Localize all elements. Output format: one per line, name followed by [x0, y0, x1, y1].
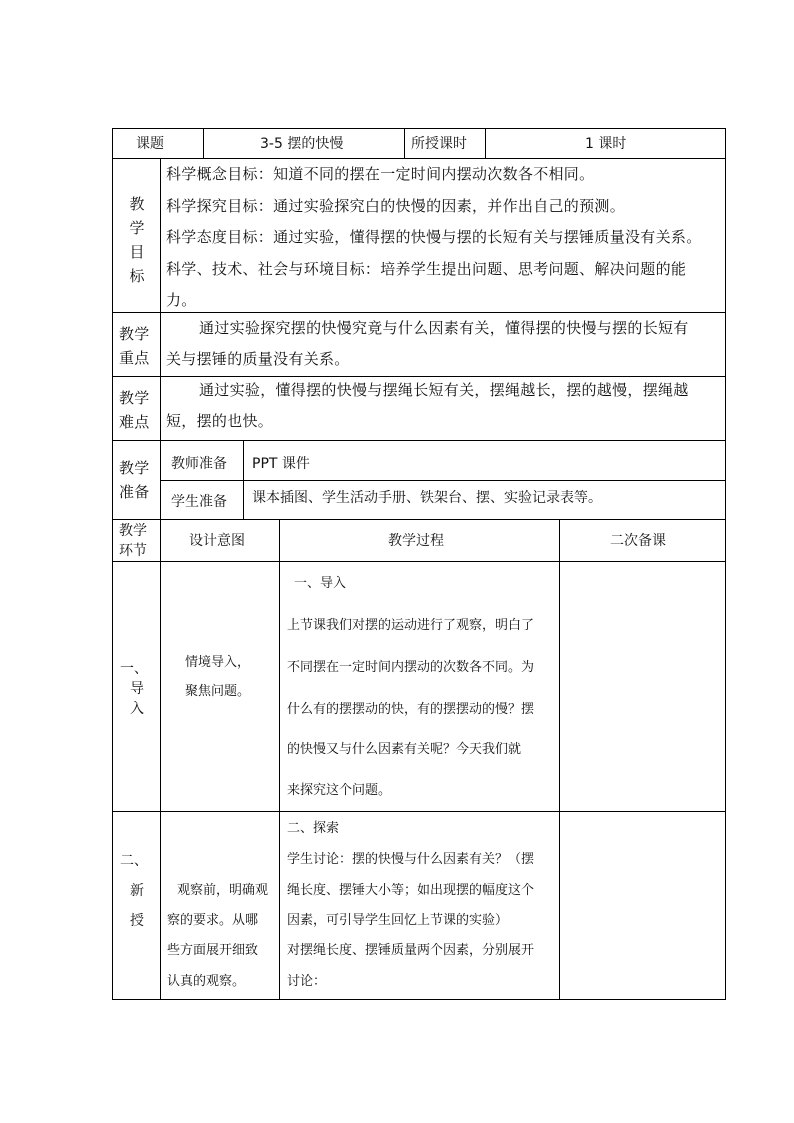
objective-line: 科学概念目标：知道不同的摆在一定时间内摆动次数各不相同。 — [166, 165, 595, 183]
process-header: 教学过程 — [388, 533, 444, 549]
stage-header: 教学 — [119, 523, 147, 539]
key-point-line: 关与摆锤的质量没有关系。 — [166, 350, 350, 368]
process-line: 一、导入 — [294, 576, 347, 591]
stage-label: 导 — [130, 681, 144, 697]
second-prep-header: 二次备课 — [610, 533, 666, 549]
stage-label: 一、 — [120, 661, 148, 677]
difficulty-label: 教学 — [119, 389, 150, 407]
col-divider — [404, 129, 405, 158]
row-divider — [113, 811, 725, 812]
process-line: 绳长度、摆锤大小等；如出现摆的幅度这个 — [287, 883, 535, 898]
objectives-label-char: 学 — [129, 219, 145, 237]
topic-label: 课题 — [136, 136, 164, 152]
objective-line: 力。 — [166, 291, 197, 309]
objectives-label-char: 标 — [129, 267, 145, 285]
objective-line: 科学、技术、社会与环境目标：培养学生提出问题、思考问题、解决问题的能 — [166, 260, 687, 278]
process-line: 什么有的摆摆动的快，有的摆摆动的慢？摆 — [287, 702, 535, 717]
col-divider — [203, 129, 204, 158]
stage-label: 新 — [130, 883, 144, 899]
design-header: 设计意图 — [189, 533, 245, 549]
difficulty-line: 短，摆的也快。 — [166, 412, 274, 430]
objective-line: 科学探究目标：通过实验探究白的快慢的因素，并作出自己的预测。 — [166, 197, 626, 215]
process-line: 学生讨论：摆的快慢与什么因素有关？（摆 — [287, 852, 535, 867]
col-divider — [485, 129, 486, 158]
objective-line: 科学态度目标：通过实验，懂得摆的快慢与摆的长短有关与摆锤质量没有关系。 — [166, 228, 702, 246]
teacher-prep-label: 教师准备 — [171, 456, 227, 472]
key-point-label: 重点 — [119, 349, 150, 367]
stage-label: 入 — [130, 701, 144, 717]
hours-value: 1 课时 — [585, 136, 627, 152]
design-intent: 情境导入， — [185, 655, 251, 670]
stage-label: 授 — [130, 913, 144, 929]
col-divider — [243, 440, 244, 519]
topic-value: 3-5 摆的快慢 — [260, 136, 344, 152]
preparation-label: 教学 — [119, 459, 150, 477]
preparation-label: 准备 — [119, 483, 150, 501]
process-line: 不同摆在一定时间内摆动的次数各不同。为 — [287, 660, 535, 675]
teacher-prep-value: PPT 课件 — [252, 456, 310, 472]
design-intent: 些方面展开细致 — [167, 943, 259, 958]
hours-label: 所授课时 — [411, 136, 467, 152]
student-prep-value: 课本插图、学生活动手册、铁架台、摆、实验记录表等。 — [252, 490, 602, 506]
row-divider — [113, 376, 725, 377]
design-intent: 聚焦问题。 — [185, 684, 251, 699]
objectives-label-char: 目 — [129, 243, 145, 261]
design-intent: 观察前，明确观 — [177, 883, 269, 898]
difficulty-label: 难点 — [119, 413, 150, 431]
difficulty-line: 通过实验，懂得摆的快慢与摆绳长短有关，摆绳越长，摆的越慢，摆绳越 — [199, 381, 689, 399]
process-line: 二、探索 — [287, 821, 340, 836]
process-line: 讨论： — [287, 974, 327, 989]
process-line: 对摆绳长度、摆锤质量两个因素，分别展开 — [287, 943, 535, 958]
row-divider — [160, 480, 725, 481]
row-divider — [113, 158, 725, 159]
process-line: 来探究这个问题。 — [287, 783, 392, 798]
row-divider — [113, 312, 725, 313]
key-point-line: 通过实验探究摆的快慢究竟与什么因素有关，懂得摆的快慢与摆的长短有 — [199, 319, 689, 337]
student-prep-label: 学生准备 — [171, 494, 227, 510]
design-intent: 认真的观察。 — [167, 974, 246, 989]
objectives-label-char: 教 — [129, 195, 145, 213]
process-line: 上节课我们对摆的运动进行了观察，明白了 — [287, 618, 535, 633]
key-point-label: 教学 — [119, 325, 150, 343]
stage-label: 二、 — [120, 853, 148, 869]
stage-header: 环节 — [119, 543, 147, 559]
lesson-plan-table — [112, 128, 726, 1000]
row-divider — [113, 519, 725, 520]
objectives-label — [125, 192, 149, 288]
row-divider — [113, 561, 725, 562]
design-intent: 察的要求。从哪 — [167, 913, 259, 928]
process-line: 因素，可引导学生回忆上节课的实验） — [287, 913, 509, 928]
col-divider — [559, 519, 560, 999]
col-divider — [279, 519, 280, 999]
process-line: 的快慢又与什么因素有关呢？今天我们就 — [287, 742, 522, 757]
row-divider — [113, 440, 725, 441]
col-divider — [160, 158, 161, 999]
